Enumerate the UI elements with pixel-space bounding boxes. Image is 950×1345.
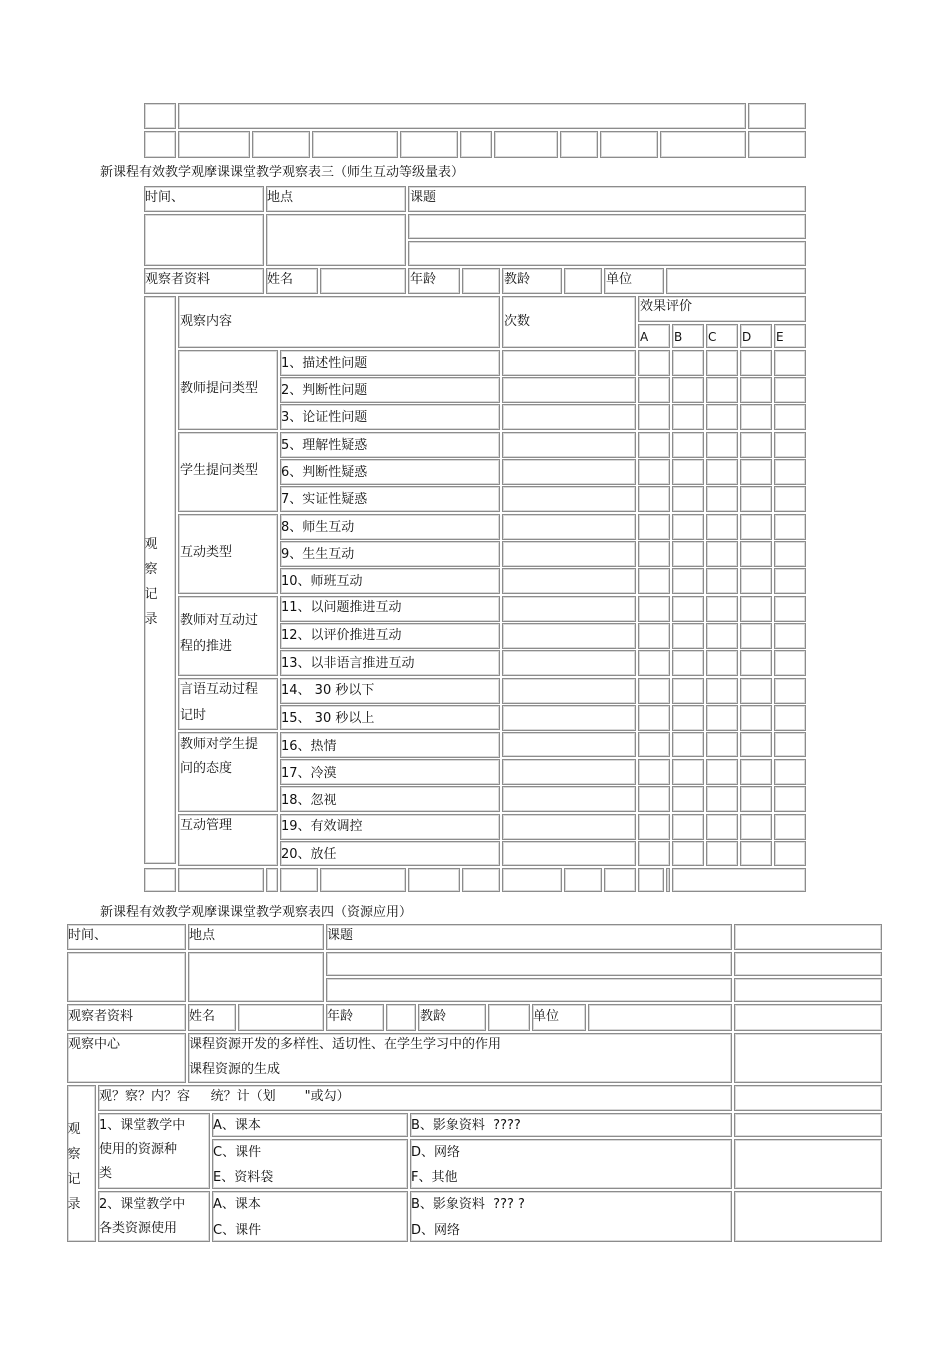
section-label: 观 察 记 录 bbox=[67, 1122, 81, 1212]
grade-c: C bbox=[708, 330, 717, 344]
topic-label: 课题 bbox=[410, 190, 437, 205]
age-label: 年龄 bbox=[410, 272, 437, 287]
score-cell bbox=[672, 514, 704, 540]
section-label: 观 察 记 录 bbox=[144, 537, 158, 627]
score-cell bbox=[740, 514, 772, 540]
grade-e: E bbox=[776, 330, 784, 344]
score-cell bbox=[774, 650, 806, 676]
score-cell bbox=[638, 377, 670, 403]
score-cell bbox=[502, 650, 636, 676]
table-cell bbox=[660, 131, 746, 158]
item-label: 13、以非语言推进互动 bbox=[281, 656, 415, 671]
score-cell bbox=[706, 404, 738, 430]
score-cell bbox=[740, 568, 772, 594]
score-cell bbox=[638, 432, 670, 458]
score-cell bbox=[706, 568, 738, 594]
age-value-cell bbox=[462, 268, 500, 294]
table-cell bbox=[502, 868, 562, 892]
table-cell bbox=[748, 131, 806, 158]
table-cell bbox=[734, 924, 882, 950]
score-cell bbox=[706, 377, 738, 403]
score-cell bbox=[740, 732, 772, 757]
table-cell bbox=[494, 131, 558, 158]
score-cell bbox=[638, 568, 670, 594]
unit-label: 单位 bbox=[606, 272, 633, 287]
table-cell bbox=[320, 868, 406, 892]
score-cell bbox=[774, 705, 806, 731]
option-label: D、网络 bbox=[411, 1223, 461, 1238]
topic-value-cell bbox=[408, 241, 806, 266]
score-cell bbox=[502, 432, 636, 458]
group-name: 教师提问类型 bbox=[180, 381, 259, 396]
item-label: 6、判断性疑惑 bbox=[281, 465, 368, 480]
score-cell bbox=[638, 650, 670, 676]
item-label: 16、热情 bbox=[281, 739, 337, 754]
question-line: 各类资源使用 bbox=[99, 1221, 178, 1236]
table-cell bbox=[400, 131, 458, 158]
table-cell bbox=[734, 1113, 882, 1137]
score-cell bbox=[740, 377, 772, 403]
item-label: 11、以问题推进互动 bbox=[281, 600, 402, 615]
place-label: 地点 bbox=[189, 928, 216, 943]
item-label: 10、师班互动 bbox=[281, 574, 363, 589]
score-cell bbox=[502, 596, 636, 622]
score-cell bbox=[672, 596, 704, 622]
score-cell bbox=[502, 705, 636, 731]
score-cell bbox=[774, 541, 806, 567]
score-cell bbox=[740, 841, 772, 866]
score-cell bbox=[502, 841, 636, 866]
name-label: 姓名 bbox=[189, 1009, 216, 1024]
table-cell bbox=[604, 868, 636, 892]
table-cell bbox=[280, 868, 318, 892]
score-cell bbox=[706, 786, 738, 812]
score-cell bbox=[502, 568, 636, 594]
score-cell bbox=[672, 350, 704, 376]
score-cell bbox=[774, 623, 806, 649]
score-cell bbox=[774, 678, 806, 704]
group-name-cell bbox=[178, 596, 278, 676]
score-cell bbox=[638, 705, 670, 731]
time-label: 时间、 bbox=[145, 190, 185, 205]
topic-value-cell bbox=[326, 978, 732, 1002]
item-label: 1、描述性问题 bbox=[281, 356, 368, 371]
score-cell bbox=[502, 377, 636, 403]
score-cell bbox=[638, 678, 670, 704]
topic-cell bbox=[408, 186, 806, 212]
group-name-line: 教师对互动过 bbox=[180, 613, 259, 628]
score-cell bbox=[672, 377, 704, 403]
table-cell bbox=[600, 131, 658, 158]
item-label: 7、实证性疑惑 bbox=[281, 492, 368, 507]
grade-d: D bbox=[742, 330, 752, 344]
score-cell bbox=[672, 541, 704, 567]
center-label: 观察中心 bbox=[68, 1037, 121, 1052]
score-cell bbox=[672, 459, 704, 485]
table-cell bbox=[748, 103, 806, 129]
name-value-cell bbox=[320, 268, 406, 294]
unit-value-cell bbox=[666, 268, 806, 294]
table-cell bbox=[734, 1191, 882, 1242]
item-label: 5、理解性疑惑 bbox=[281, 438, 368, 453]
teaching-age-value-cell bbox=[564, 268, 602, 294]
unit-value-cell bbox=[588, 1004, 732, 1031]
score-cell bbox=[740, 596, 772, 622]
table-cell bbox=[144, 868, 176, 892]
group-name: 学生提问类型 bbox=[180, 463, 259, 478]
score-cell bbox=[638, 514, 670, 540]
time-label: 时间、 bbox=[68, 928, 108, 943]
score-cell bbox=[774, 350, 806, 376]
group-name-line: 问的态度 bbox=[180, 761, 233, 776]
content-header: 观察内容 bbox=[180, 314, 233, 329]
score-cell bbox=[774, 596, 806, 622]
score-cell bbox=[672, 568, 704, 594]
score-cell bbox=[706, 678, 738, 704]
question-line: 1、课堂教学中 bbox=[99, 1118, 186, 1133]
table4-caption: 新课程有效教学观摩课课堂教学观察表四（资源应用） bbox=[100, 905, 413, 920]
score-cell bbox=[672, 841, 704, 866]
option-label: D、网络 bbox=[411, 1145, 461, 1160]
score-cell bbox=[706, 841, 738, 866]
score-cell bbox=[638, 759, 670, 785]
question-line: 使用的资源种 bbox=[99, 1142, 178, 1157]
count-header: 次数 bbox=[504, 314, 531, 329]
option-label: B、影象资料 ???? bbox=[411, 1118, 521, 1133]
score-cell bbox=[774, 814, 806, 840]
age-value-cell bbox=[386, 1004, 416, 1031]
group-name-line: 言语互动过程 bbox=[180, 682, 259, 697]
score-cell bbox=[502, 759, 636, 785]
group-name: 互动管理 bbox=[180, 818, 233, 833]
table-cell bbox=[734, 1085, 882, 1111]
score-cell bbox=[672, 404, 704, 430]
table-cell bbox=[564, 868, 602, 892]
table-cell bbox=[638, 868, 664, 892]
score-cell bbox=[502, 541, 636, 567]
topic-value-cell bbox=[326, 952, 732, 976]
table-cell bbox=[666, 868, 670, 892]
score-cell bbox=[706, 759, 738, 785]
question-line: 2、课堂教学中 bbox=[99, 1197, 186, 1212]
score-cell bbox=[706, 432, 738, 458]
score-cell bbox=[740, 814, 772, 840]
observer-info-label: 观察者资料 bbox=[145, 272, 211, 287]
score-cell bbox=[740, 650, 772, 676]
score-cell bbox=[706, 541, 738, 567]
table-cell bbox=[560, 131, 598, 158]
table-cell bbox=[178, 103, 746, 129]
score-cell bbox=[502, 486, 636, 512]
item-label: 2、判断性问题 bbox=[281, 383, 368, 398]
table-cell bbox=[734, 952, 882, 976]
table-cell bbox=[462, 868, 500, 892]
table-cell bbox=[312, 131, 398, 158]
teaching-age-value-cell bbox=[488, 1004, 530, 1031]
score-cell bbox=[502, 459, 636, 485]
table-cell bbox=[252, 131, 310, 158]
score-cell bbox=[706, 623, 738, 649]
score-cell bbox=[706, 650, 738, 676]
table-cell bbox=[178, 131, 250, 158]
score-cell bbox=[740, 459, 772, 485]
topic-cell bbox=[326, 924, 732, 950]
score-cell bbox=[774, 568, 806, 594]
grade-b: B bbox=[674, 330, 683, 344]
table-cell bbox=[144, 103, 176, 129]
score-cell bbox=[706, 596, 738, 622]
score-cell bbox=[672, 814, 704, 840]
score-cell bbox=[638, 814, 670, 840]
time-value-cell bbox=[144, 214, 264, 266]
score-cell bbox=[740, 623, 772, 649]
item-label: 19、有效调控 bbox=[281, 819, 363, 834]
table-cell bbox=[408, 868, 460, 892]
score-cell bbox=[638, 459, 670, 485]
table-cell bbox=[266, 868, 278, 892]
score-cell bbox=[774, 459, 806, 485]
score-cell bbox=[774, 486, 806, 512]
group-name-line: 教师对学生提 bbox=[180, 737, 259, 752]
table-cell bbox=[460, 131, 492, 158]
table-cell bbox=[734, 1033, 882, 1083]
center-line: 课程资源的生成 bbox=[189, 1062, 281, 1077]
table3-caption: 新课程有效教学观摩课课堂教学观察表三（师生互动等级量表） bbox=[100, 165, 465, 180]
score-cell bbox=[740, 541, 772, 567]
item-label: 3、论证性问题 bbox=[281, 410, 368, 425]
score-cell bbox=[638, 404, 670, 430]
score-cell bbox=[638, 350, 670, 376]
topic-label: 课题 bbox=[327, 928, 354, 943]
score-cell bbox=[672, 786, 704, 812]
score-cell bbox=[774, 377, 806, 403]
option-label: F、其他 bbox=[411, 1170, 458, 1185]
item-label: 17、冷漠 bbox=[281, 766, 337, 781]
table-cell bbox=[144, 131, 176, 158]
option-label: B、影象资料 ??? ? bbox=[411, 1197, 525, 1212]
group-name-line: 程的推进 bbox=[180, 639, 233, 654]
item-label: 8、师生互动 bbox=[281, 520, 355, 535]
option-label: A、课本 bbox=[213, 1118, 261, 1133]
score-cell bbox=[502, 678, 636, 704]
table-cell bbox=[734, 978, 882, 1002]
score-cell bbox=[638, 623, 670, 649]
score-cell bbox=[740, 350, 772, 376]
score-cell bbox=[502, 514, 636, 540]
option-label: E、资料袋 bbox=[213, 1170, 274, 1185]
score-cell bbox=[706, 486, 738, 512]
option-label: C、课件 bbox=[213, 1145, 262, 1160]
score-cell bbox=[774, 759, 806, 785]
score-cell bbox=[740, 705, 772, 731]
stats-header: 观？察？内？容 统？计（划 "或勾） bbox=[99, 1089, 350, 1104]
score-cell bbox=[774, 514, 806, 540]
table-cell bbox=[734, 1004, 882, 1031]
score-cell bbox=[706, 705, 738, 731]
score-cell bbox=[502, 350, 636, 376]
score-cell bbox=[740, 678, 772, 704]
score-cell bbox=[672, 759, 704, 785]
place-label: 地点 bbox=[267, 190, 294, 205]
score-cell bbox=[638, 841, 670, 866]
score-cell bbox=[740, 432, 772, 458]
observer-info-label: 观察者资料 bbox=[68, 1009, 134, 1024]
group-name-line: 记时 bbox=[180, 708, 207, 723]
score-cell bbox=[502, 814, 636, 840]
unit-label: 单位 bbox=[533, 1009, 560, 1024]
score-cell bbox=[672, 732, 704, 757]
grade-a: A bbox=[640, 330, 649, 344]
center-line: 课程资源开发的多样性、适切性、在学生学习中的作用 bbox=[189, 1037, 502, 1052]
item-label: 18、忽视 bbox=[281, 793, 337, 808]
topic-value-cell bbox=[408, 214, 806, 239]
score-cell bbox=[774, 732, 806, 757]
group-name: 互动类型 bbox=[180, 545, 233, 560]
score-cell bbox=[502, 732, 636, 757]
score-cell bbox=[502, 404, 636, 430]
score-cell bbox=[740, 404, 772, 430]
score-cell bbox=[638, 596, 670, 622]
score-cell bbox=[774, 841, 806, 866]
eval-header: 效果评价 bbox=[640, 299, 693, 314]
name-value-cell bbox=[238, 1004, 324, 1031]
table-cell bbox=[672, 868, 806, 892]
teaching-age-label: 教龄 bbox=[504, 272, 531, 287]
teaching-age-label: 教龄 bbox=[420, 1009, 447, 1024]
score-cell bbox=[706, 732, 738, 757]
table-cell bbox=[734, 1139, 882, 1189]
score-cell bbox=[706, 350, 738, 376]
score-cell bbox=[740, 786, 772, 812]
option-label: A、课本 bbox=[213, 1197, 261, 1212]
name-label: 姓名 bbox=[267, 272, 294, 287]
item-label: 12、以评价推进互动 bbox=[281, 628, 402, 643]
score-cell bbox=[502, 786, 636, 812]
item-label: 15、 30 秒以上 bbox=[281, 711, 375, 726]
score-cell bbox=[740, 486, 772, 512]
score-cell bbox=[672, 432, 704, 458]
question-line: 类 bbox=[99, 1166, 113, 1181]
score-cell bbox=[774, 432, 806, 458]
score-cell bbox=[706, 459, 738, 485]
score-cell bbox=[740, 759, 772, 785]
table-cell bbox=[178, 868, 264, 892]
score-cell bbox=[638, 786, 670, 812]
score-cell bbox=[638, 486, 670, 512]
score-cell bbox=[706, 514, 738, 540]
item-label: 20、放任 bbox=[281, 847, 337, 862]
place-value-cell bbox=[266, 214, 406, 266]
place-value-cell bbox=[188, 952, 324, 1002]
item-label: 14、 30 秒以下 bbox=[281, 683, 375, 698]
score-cell bbox=[672, 623, 704, 649]
score-cell bbox=[706, 814, 738, 840]
score-cell bbox=[774, 786, 806, 812]
score-cell bbox=[638, 541, 670, 567]
score-cell bbox=[672, 678, 704, 704]
option-label: C、课件 bbox=[213, 1223, 262, 1238]
score-cell bbox=[502, 623, 636, 649]
age-label: 年龄 bbox=[327, 1009, 354, 1024]
score-cell bbox=[672, 650, 704, 676]
score-cell bbox=[638, 732, 670, 757]
time-value-cell bbox=[67, 952, 186, 1002]
score-cell bbox=[672, 486, 704, 512]
item-label: 9、生生互动 bbox=[281, 547, 355, 562]
score-cell bbox=[672, 705, 704, 731]
score-cell bbox=[774, 404, 806, 430]
